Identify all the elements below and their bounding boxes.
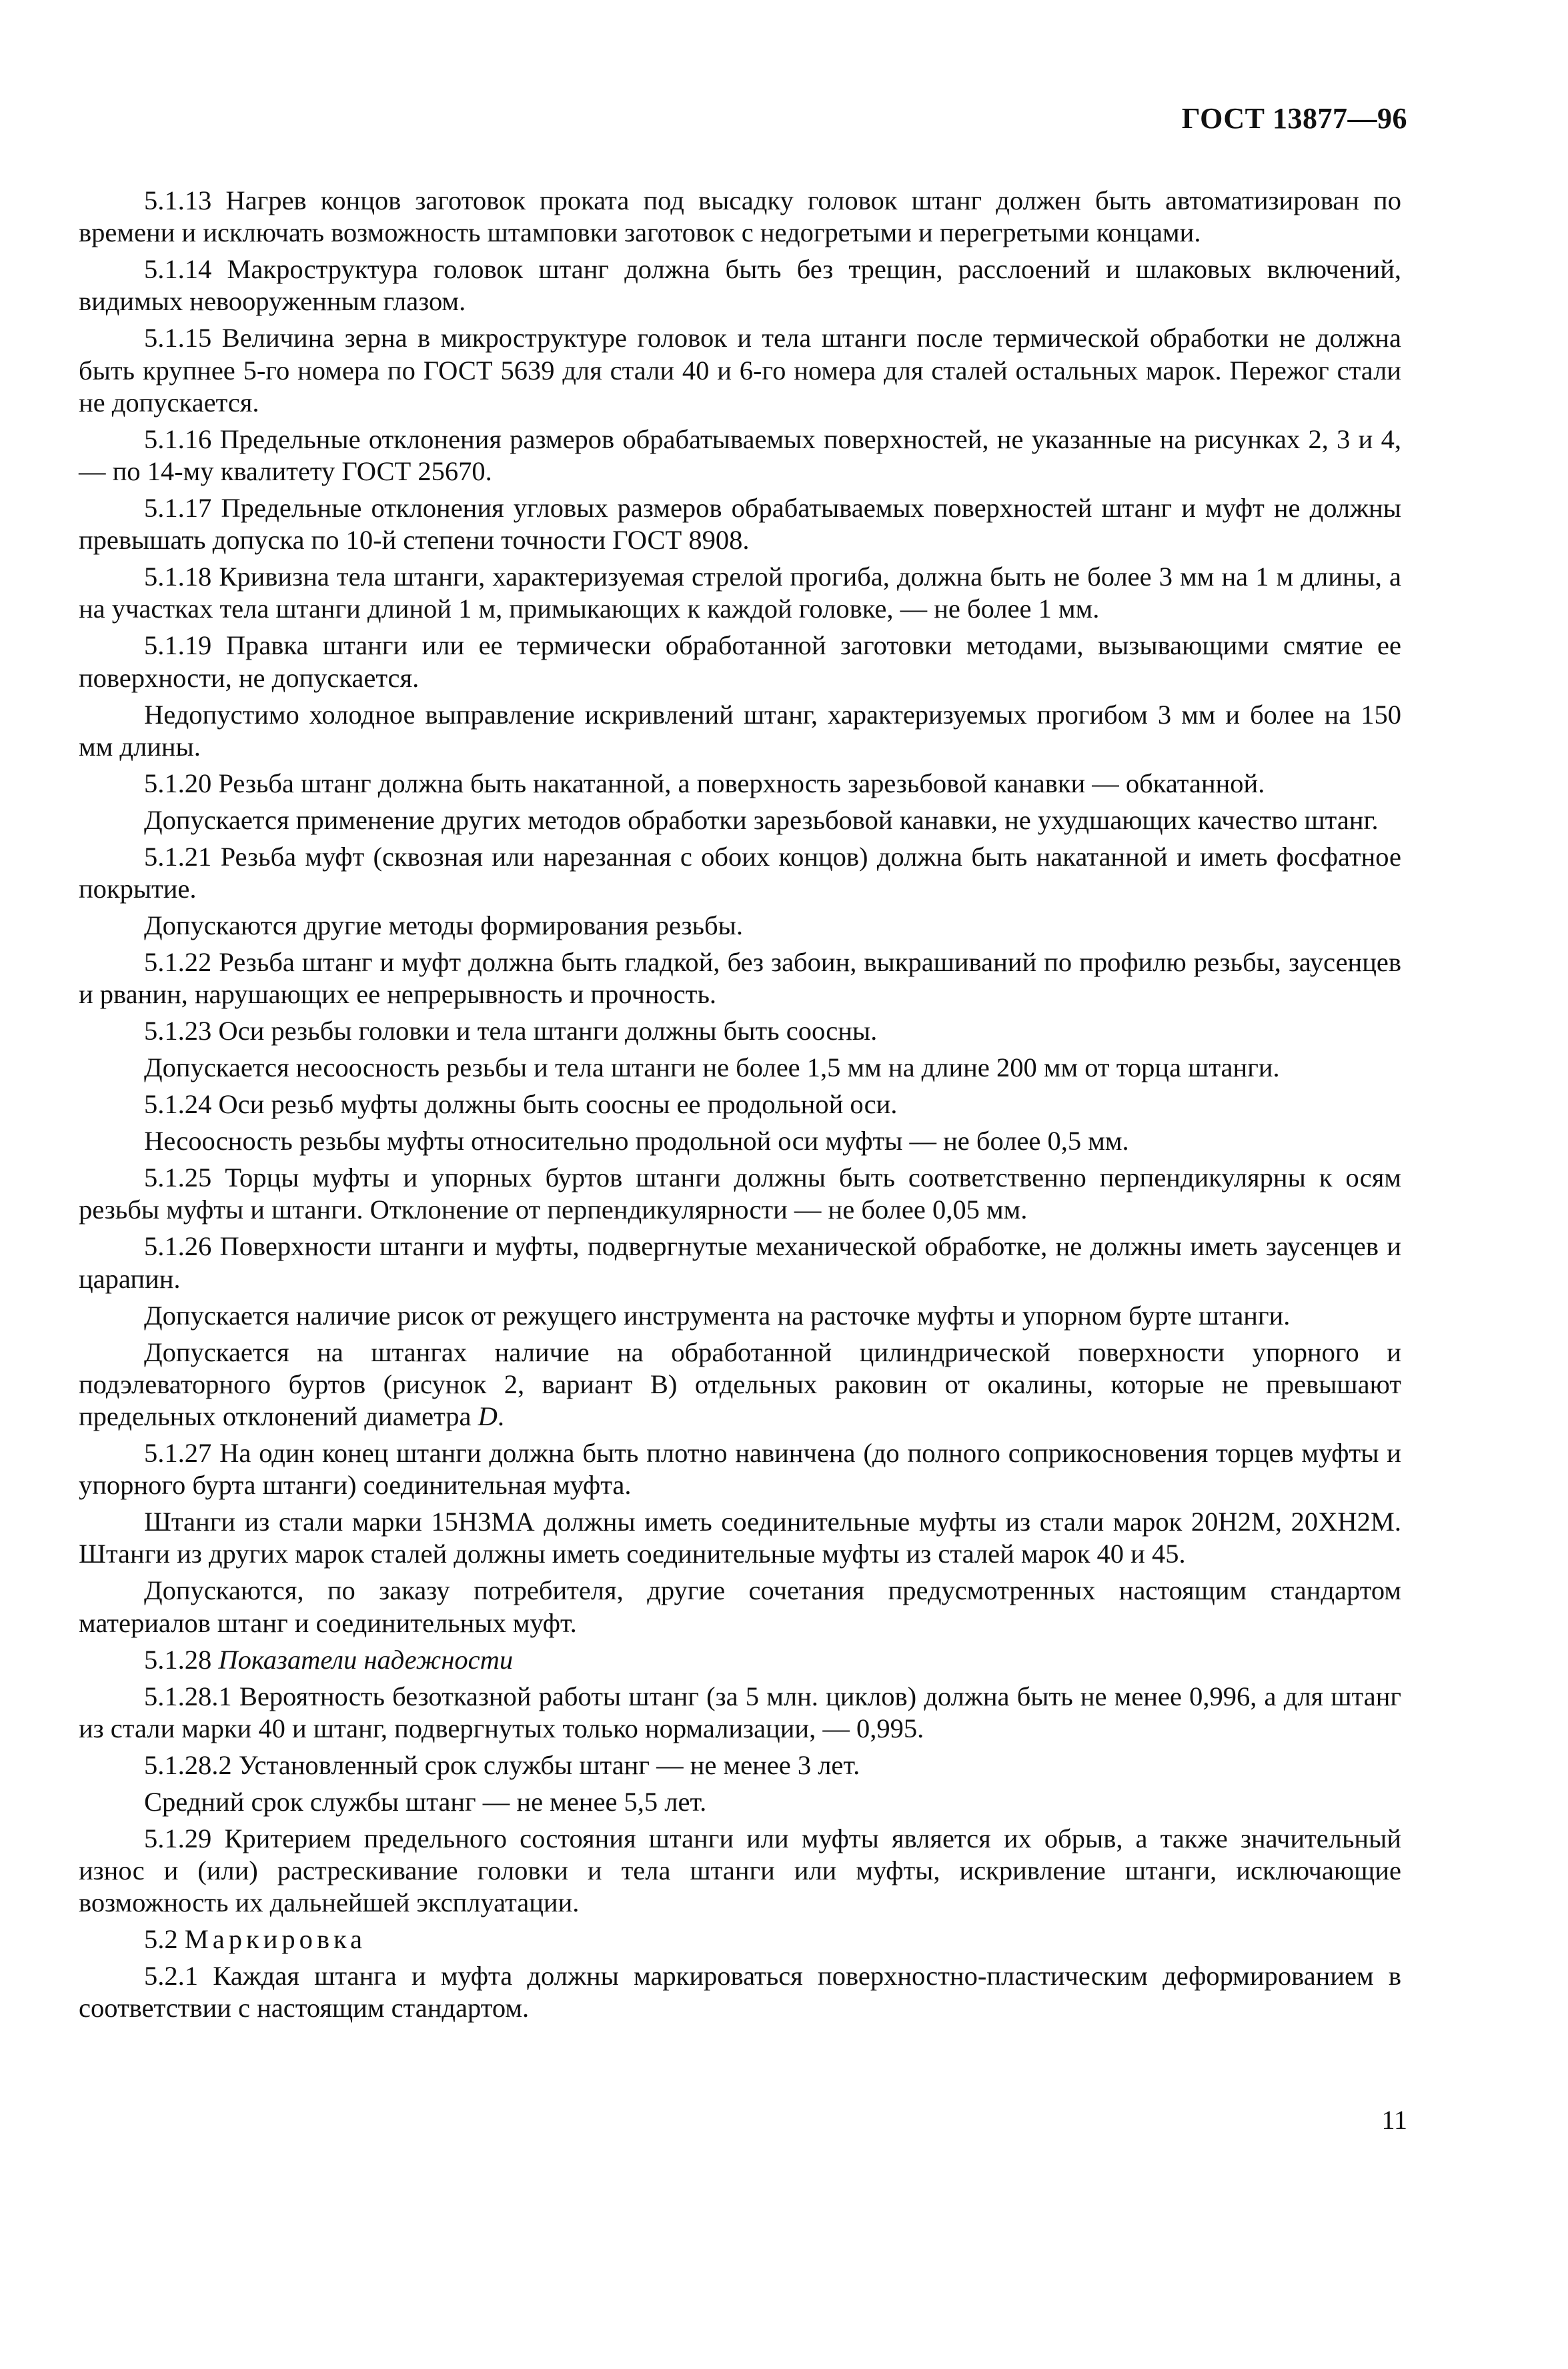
paragraph-misalignment-rod: Допускается несоосность резьбы и тела штанги не более 1,5 мм на длине 200 мм от торца штанги. bbox=[144, 1052, 1280, 1083]
heading-marking-label: Маркировка bbox=[184, 1924, 366, 1955]
paragraph-tool-marks: Допускается наличие рисок от режущего инструмента на расточке муфты и упорном бурте штанги. bbox=[144, 1300, 1291, 1331]
paragraph-5-1-29: 5.1.29 Критерием предельного состояния штанги или муфты является их обрыв, а также значительный износ и (или) растрескивание головки и тела штанги или муфты, искривление штанги, исключающие возможность их дальнейшей эксплуатации. bbox=[79, 1823, 1401, 1918]
paragraph-customer-combinations: Допускаются, по заказу потребителя, другие сочетания предусмотренных настоящим стандартом материалов штанг и соединительных муфт. bbox=[79, 1575, 1401, 1638]
paragraph-other-groove-methods: Допускается применение других методов обработки зарезьбовой канавки, не ухудшающих качество штанг. bbox=[144, 804, 1379, 835]
paragraph-5-1-23: 5.1.23 Оси резьбы головки и тела штанги должны быть соосны. bbox=[144, 1016, 878, 1046]
paragraph-cold-straightening: Недопустимо холодное выправление искривлений штанг, характеризуемых прогибом 3 мм и более на 150 мм длины. bbox=[79, 699, 1401, 762]
paragraph-other-thread-methods: Допускаются другие методы формирования резьбы. bbox=[144, 910, 743, 941]
paragraph-average-service-life: Средний срок службы штанг — не менее 5,5 лет. bbox=[144, 1786, 707, 1817]
paragraph-5-1-28-1: 5.1.28.1 Вероятность безотказной работы штанг (за 5 млн. циклов) должна быть не менее 0,996, а для штанг из стали марки 40 и штанг, подвергнутых только нормализации, — 0,995. bbox=[79, 1681, 1401, 1743]
heading-reliability-label: Показатели надежности bbox=[218, 1644, 514, 1675]
paragraph-5-1-22: 5.1.22 Резьба штанг и муфт должна быть гладкой, без забоин, выкрашиваний по профилю резьбы, заусенцев и рванин, нарушающих ее непрерывность и прочность. bbox=[79, 947, 1401, 1010]
paragraph-5-2-1: 5.2.1 Каждая штанга и муфта должны маркироваться поверхностно-пластическим деформированием в соответствии с настоящим стандартом. bbox=[79, 1961, 1401, 2024]
document-code-header: ГОСТ 13877—96 bbox=[1181, 102, 1407, 135]
scale-pits-text: Допускается на штангах наличие на обработанной цилиндрической поверхности упорного и подэлеваторного буртов (рисунок 2, вариант В) отдельных раковин от окалины, которые не превышают предельных отклонений диаметра bbox=[79, 1337, 1401, 1432]
paragraph-5-1-18: 5.1.18 Кривизна тела штанги, характеризуемая стрелой прогиба, должна быть не более 3 мм на 1 м длины, а на участках тела штанги длиной 1 м, примыкающих к каждой головке, — не более 1 мм. bbox=[79, 562, 1401, 624]
page-number: 11 bbox=[1381, 2105, 1407, 2135]
document-body bbox=[79, 185, 1401, 2029]
paragraph-5-1-24: 5.1.24 Оси резьб муфты должны быть соосны ее продольной оси. bbox=[144, 1089, 898, 1120]
paragraph-5-1-26: 5.1.26 Поверхности штанги и муфты, подвергнутые механической обработке, не должны иметь заусенцев и царапин. bbox=[79, 1231, 1401, 1294]
heading-reliability-number: 5.1.28 bbox=[144, 1644, 212, 1675]
paragraph-steel-grades: Штанги из стали марки 15Н3МА должны иметь соединительные муфты из стали марок 20Н2М, 20ХН2М. Штанги из других марок сталей должны иметь соединительные муфты из сталей марок 40 и 45. bbox=[79, 1507, 1401, 1569]
paragraph-5-1-16: 5.1.16 Предельные отклонения размеров обрабатываемых поверхностей, не указанные на рисунках 2, 3 и 4, — по 14-му квалитету ГОСТ 25670. bbox=[79, 424, 1401, 487]
paragraph-5-1-20: 5.1.20 Резьба штанг должна быть накатанной, а поверхность зарезьбовой канавки — обкатанной. bbox=[144, 768, 1265, 798]
paragraph-5-1-21: 5.1.21 Резьба муфт (сквозная или нарезанная с обоих концов) должна быть накатанной и иметь фосфатное покрытие. bbox=[79, 841, 1401, 904]
paragraph-5-1-15: 5.1.15 Величина зерна в микроструктуре головок и тела штанги после термической обработки не должна быть крупнее 5-го номера по ГОСТ 5639 для стали 40 и 6-го номера для сталей остальных марок. Пережог стали не допускается. bbox=[79, 323, 1401, 418]
paragraph-5-1-25: 5.1.25 Торцы муфты и упорных буртов штанги должны быть соответственно перпендикулярны к осям резьбы муфты и штанги. Отклонение от перпендикулярности — не более 0,05 мм. bbox=[79, 1162, 1401, 1225]
paragraph-5-1-19: 5.1.19 Правка штанги или ее термически обработанной заготовки методами, вызывающими смятие ее поверхности, не допускается. bbox=[79, 630, 1401, 693]
paragraph-5-1-28-2: 5.1.28.2 Установленный срок службы штанг — не менее 3 лет. bbox=[144, 1749, 860, 1780]
paragraph-misalignment-coupling: Несоосность резьбы муфты относительно продольной оси муфты — не более 0,5 мм. bbox=[144, 1126, 1129, 1156]
scale-pits-end: . bbox=[497, 1401, 505, 1432]
paragraph-5-1-17: 5.1.17 Предельные отклонения угловых размеров обрабатываемых поверхностей штанг и муфт не должны превышать допуска по 10-й степени точности ГОСТ 8908. bbox=[79, 493, 1401, 556]
paragraph-scale-pits bbox=[79, 1337, 1401, 1433]
diameter-symbol: D bbox=[478, 1401, 498, 1432]
heading-reliability bbox=[79, 1644, 1401, 1676]
paragraph-5-1-14: 5.1.14 Макроструктура головок штанг должна быть без трещин, расслоений и шлаковых включений, видимых невооруженным глазом. bbox=[79, 254, 1401, 317]
heading-marking bbox=[79, 1923, 1401, 1955]
paragraph-5-1-27: 5.1.27 На один конец штанги должна быть плотно навинчена (до полного соприкосновения торцев муфты и упорного бурта штанги) соединительная муфта. bbox=[79, 1438, 1401, 1501]
heading-marking-number: 5.2 bbox=[144, 1924, 178, 1955]
paragraph-5-1-13: 5.1.13 Нагрев концов заготовок проката под высадку головок штанг должен быть автоматизирован по времени и исключать возможность штамповки заготовок с недогретыми и перегретыми концами. bbox=[79, 185, 1401, 248]
